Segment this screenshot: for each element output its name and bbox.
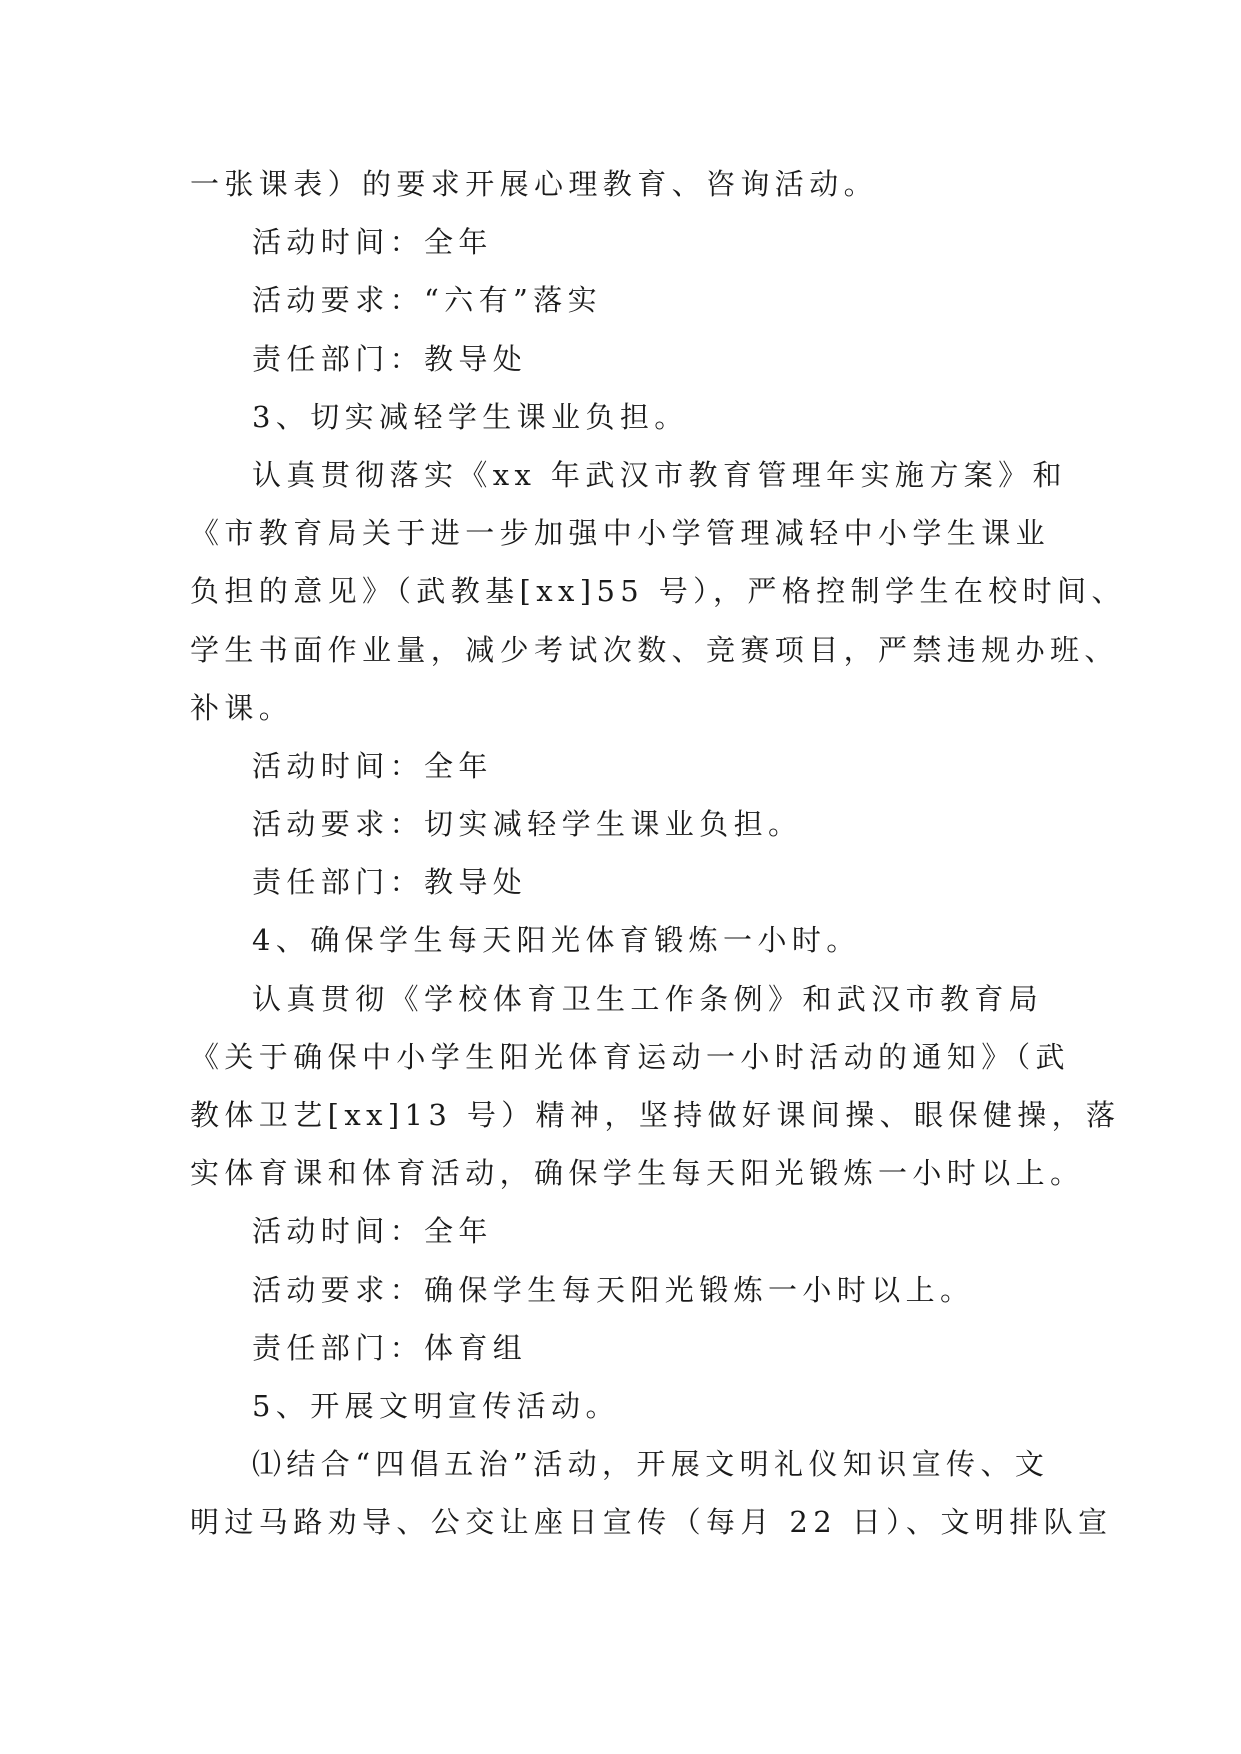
text-line: 活动时间：全年 xyxy=(252,1214,493,1249)
text-line: 认真贯彻落实《xx 年武汉市教育管理年实施方案》和 xyxy=(252,457,1067,492)
section-heading: 4、确保学生每天阳光体育锻炼一小时。 xyxy=(252,923,861,958)
text-line: 活动时间：全年 xyxy=(252,748,493,783)
text-line: ⑴结合“四倡五治”活动，开展文明礼仪知识宣传、文 xyxy=(252,1447,1050,1482)
text-line: 活动要求：切实减轻学生课业负担。 xyxy=(252,807,803,842)
text-line: 活动要求：“六有”落实 xyxy=(252,283,603,318)
text-line: 负担的意见》（武教基[xx]55 号），严格控制学生在校时间、 xyxy=(190,574,1126,609)
text-line: 补课。 xyxy=(190,690,294,725)
text-line: 学生书面作业量，减少考试次数、竞赛项目，严禁违规办班、 xyxy=(190,632,1119,667)
document-body xyxy=(190,155,1126,1552)
text-line: 活动要求：确保学生每天阳光锻炼一小时以上。 xyxy=(252,1272,975,1307)
text-line: 责任部门：体育组 xyxy=(252,1330,528,1365)
section-heading: 3、切实减轻学生课业负担。 xyxy=(252,399,689,434)
section-heading: 5、开展文明宣传活动。 xyxy=(252,1388,620,1423)
text-line: 《市教育局关于进一步加强中小学管理减轻中小学生课业 xyxy=(190,516,1051,551)
text-line: 一张课表）的要求开展心理教育、咨询活动。 xyxy=(190,167,879,201)
text-line: 实体育课和体育活动，确保学生每天阳光锻炼一小时以上。 xyxy=(190,1156,1085,1191)
text-line: 责任部门：教导处 xyxy=(252,341,528,376)
text-line: 明过马路劝导、公交让座日宣传（每月 22 日）、文明排队宣 xyxy=(190,1505,1113,1540)
text-line: 责任部门：教导处 xyxy=(252,865,528,900)
text-line: 《关于确保中小学生阳光体育运动一小时活动的通知》（武 xyxy=(190,1039,1070,1074)
text-line: 活动时间：全年 xyxy=(252,225,493,260)
text-line: 认真贯彻《学校体育卫生工作条例》和武汉市教育局 xyxy=(252,981,1044,1016)
text-line: 教体卫艺[xx]13 号）精神，坚持做好课间操、眼保健操，落 xyxy=(190,1098,1121,1132)
